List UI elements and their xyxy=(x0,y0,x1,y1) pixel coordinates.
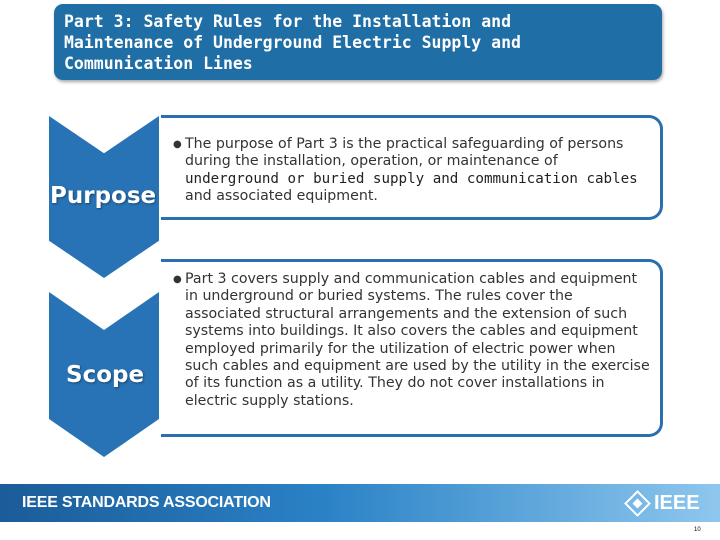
purpose-text-end: and associated equipment. xyxy=(185,188,378,205)
scope-bullet xyxy=(173,271,652,410)
ieee-logo-text: IEEE xyxy=(654,491,700,514)
slide-title: Part 3: Safety Rules for the Installation and Maintenance of Underground Electric Supply and Communication Lines xyxy=(54,4,662,80)
ieee-logo xyxy=(628,490,700,516)
bullet-icon: ● xyxy=(173,139,182,150)
purpose-text xyxy=(185,136,652,206)
purpose-text-emphasis: underground or buried supply and communication cables xyxy=(185,170,638,187)
scope-text: Part 3 covers supply and communication cables and equipment in underground or buried systems. The rules cover the associated structural arrangements and the extension of such systems into buildings. It also covers the cables and equipment employed primarily for the utilization of electric power when such cables and equipment are used by the utility in the exercise of its function as a utility. They do not cover installations in electric supply stations. xyxy=(185,271,650,409)
scope-content-box xyxy=(161,259,663,437)
bullet-icon: ● xyxy=(173,274,182,285)
purpose-content-box xyxy=(161,115,663,220)
page-number: 10 xyxy=(694,527,701,533)
purpose-label: Purpose xyxy=(50,183,157,209)
purpose-bullet xyxy=(173,136,652,206)
ieee-diamond-icon xyxy=(624,490,651,517)
purpose-text-start: The purpose of Part 3 is the practical safeguarding of persons during the installation, operation, or maintenance of xyxy=(185,136,624,170)
footer-association-name: IEEE STANDARDS ASSOCIATION xyxy=(22,494,271,511)
scope-label: Scope xyxy=(66,362,145,388)
